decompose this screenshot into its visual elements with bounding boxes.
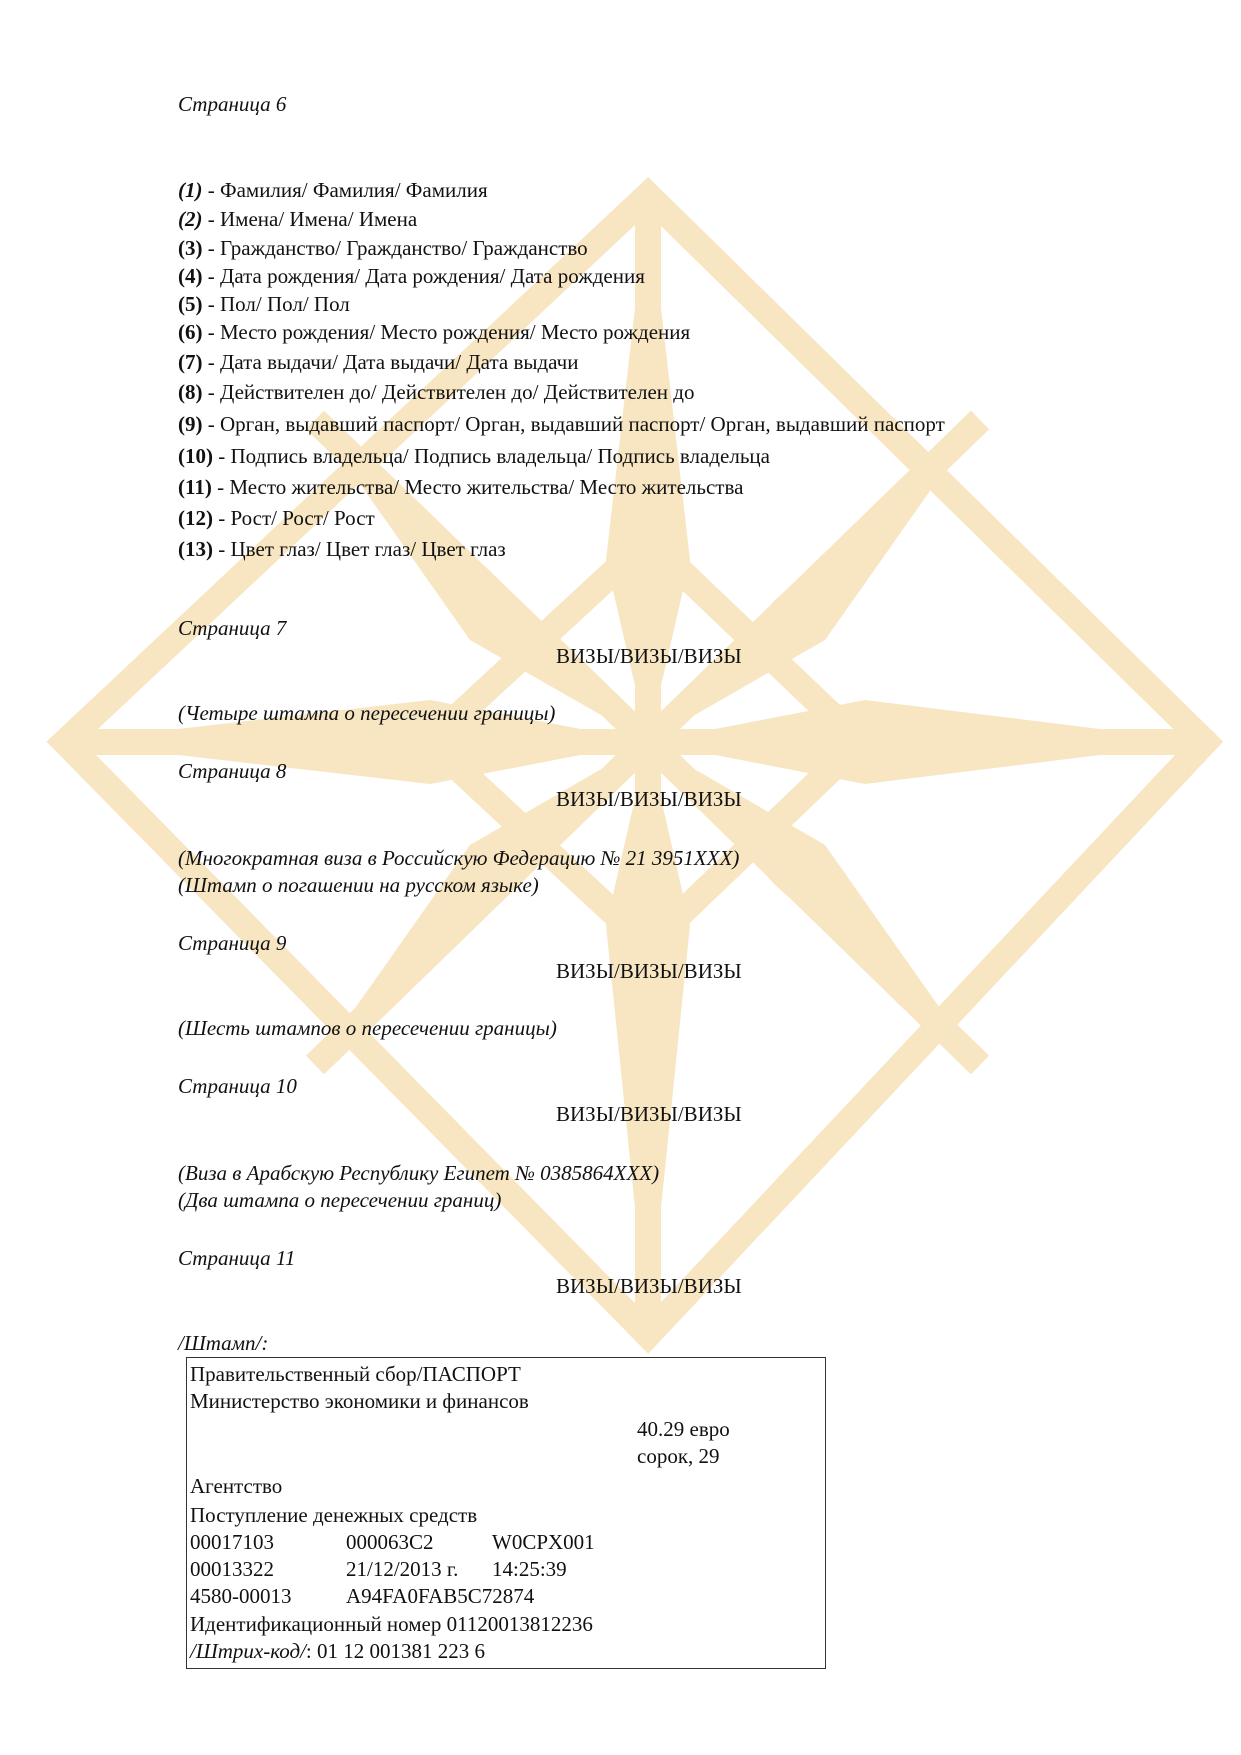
field-legend-item <box>178 177 488 203</box>
stamp-amount-words: сорок, 29 <box>637 1444 720 1468</box>
stamp-title: Правительственный сбор/ПАСПОРТ <box>190 1362 521 1386</box>
field-number: (3) <box>178 236 203 260</box>
stamp-id-line: Идентификационный номер 01120013812236 <box>190 1612 593 1636</box>
page10-heading: Страница 10 <box>178 1074 297 1098</box>
field-legend-item <box>178 263 645 289</box>
stamp-barcode-line <box>190 1638 485 1664</box>
page11-visas-title: ВИЗЫ/ВИЗЫ/ВИЗЫ <box>556 1274 742 1298</box>
field-legend-item <box>178 536 506 562</box>
barcode-label: /Штрих-код/ <box>190 1639 306 1663</box>
field-description: - Пол/ Пол/ Пол <box>202 292 350 316</box>
page6-heading: Страница 6 <box>178 92 287 116</box>
field-number: (8) <box>178 380 203 404</box>
page7-heading: Страница 7 <box>178 616 287 640</box>
field-description: - Место рождения/ Место рождения/ Место рождения <box>202 320 691 344</box>
field-description: - Действителен до/ Действителен до/ Действителен до <box>202 380 695 404</box>
field-legend-item <box>178 443 770 469</box>
stamp-r1-c2: 000063C2 <box>346 1530 434 1554</box>
field-description: - Имена/ Имена/ Имена <box>202 207 418 231</box>
field-legend-item <box>178 474 743 500</box>
field-description: - Орган, выдавший паспорт/ Орган, выдавший паспорт/ Орган, выдавший паспорт <box>202 412 945 436</box>
field-number: (1) <box>178 178 203 202</box>
stamp-agency: Агентство <box>190 1474 283 1498</box>
field-legend-item <box>178 349 578 375</box>
stamp-r2-c1: 00013322 <box>190 1557 274 1581</box>
page7-note: (Четыре штампа о пересечении границы) <box>178 701 556 725</box>
stamp-r1-c3: W0CPX001 <box>492 1530 595 1554</box>
field-description: - Дата рождения/ Дата рождения/ Дата рождения <box>202 264 645 288</box>
field-legend-item <box>178 379 694 405</box>
stamp-r2-c2: 21/12/2013 г. <box>346 1557 459 1581</box>
page11-heading: Страница 11 <box>178 1246 296 1270</box>
page8-visas-title: ВИЗЫ/ВИЗЫ/ВИЗЫ <box>556 787 742 811</box>
page10-note2: (Два штампа о пересечении границ) <box>178 1188 502 1212</box>
field-number: (4) <box>178 264 203 288</box>
stamp-label: /Штамп/: <box>178 1331 269 1355</box>
stamp-r3-c1: 4580-00013 <box>190 1584 292 1608</box>
field-description: - Цвет глаз/ Цвет глаз/ Цвет глаз <box>213 537 506 561</box>
stamp-ministry: Министерство экономики и финансов <box>190 1389 529 1413</box>
field-legend-item <box>178 291 350 317</box>
stamp-r2-c3: 14:25:39 <box>492 1557 567 1581</box>
page7-visas-title: ВИЗЫ/ВИЗЫ/ВИЗЫ <box>556 644 742 668</box>
field-description: - Гражданство/ Гражданство/ Гражданство <box>202 236 588 260</box>
field-number: (2) <box>178 207 203 231</box>
stamp-amount: 40.29 евро <box>637 1417 730 1441</box>
field-number: (11) <box>178 475 212 499</box>
page8-note1: (Многократная виза в Российскую Федерацию № 21 3951ХХХ) <box>178 846 740 870</box>
field-description: - Место жительства/ Место жительства/ Место жительства <box>211 475 744 499</box>
field-number: (10) <box>178 444 213 468</box>
field-number: (5) <box>178 292 203 316</box>
page10-note1: (Виза в Арабскую Республику Египет № 0385864ХХХ) <box>178 1161 660 1185</box>
field-number: (6) <box>178 320 203 344</box>
field-legend-item <box>178 319 690 345</box>
field-legend-item <box>178 411 945 437</box>
page9-note: (Шесть штампов о пересечении границы) <box>178 1016 557 1040</box>
field-number: (7) <box>178 350 203 374</box>
field-number: (12) <box>178 506 213 530</box>
page9-visas-title: ВИЗЫ/ВИЗЫ/ВИЗЫ <box>556 959 742 983</box>
page8-heading: Страница 8 <box>178 759 287 783</box>
field-description: - Подпись владельца/ Подпись владельца/ Подпись владельца <box>213 444 770 468</box>
field-description: - Рост/ Рост/ Рост <box>213 506 375 530</box>
barcode-value: : 01 12 001381 223 6 <box>305 1639 486 1663</box>
field-description: - Дата выдачи/ Дата выдачи/ Дата выдачи <box>202 350 579 374</box>
field-number: (13) <box>178 537 213 561</box>
field-legend-item <box>178 235 588 261</box>
field-number: (9) <box>178 412 203 436</box>
field-description: - Фамилия/ Фамилия/ Фамилия <box>202 178 488 202</box>
field-legend-item <box>178 505 375 531</box>
field-legend-item <box>178 206 417 232</box>
stamp-r3-c2: A94FA0FAB5C72874 <box>346 1584 535 1608</box>
stamp-receipt: Поступление денежных средств <box>190 1503 478 1527</box>
page8-note2: (Штамп о погашении на русском языке) <box>178 873 539 897</box>
stamp-r1-c1: 00017103 <box>190 1530 274 1554</box>
page10-visas-title: ВИЗЫ/ВИЗЫ/ВИЗЫ <box>556 1102 742 1126</box>
page9-heading: Страница 9 <box>178 931 287 955</box>
